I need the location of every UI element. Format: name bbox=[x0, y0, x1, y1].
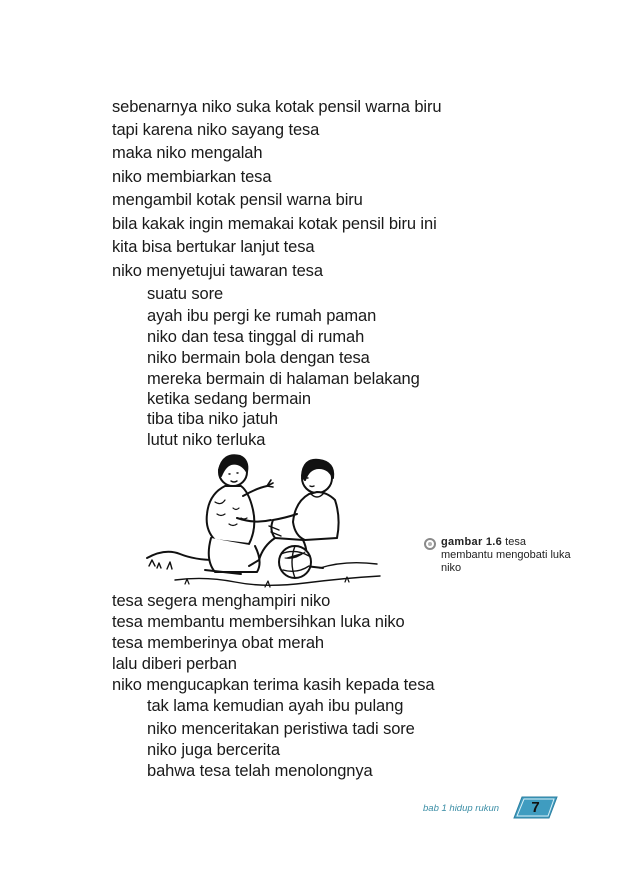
figure-label: gambar 1.6 bbox=[441, 536, 503, 548]
text-line: niko mengucapkan terima kasih kepada tesa bbox=[112, 676, 435, 694]
text-line: niko menceritakan peristiwa tadi sore bbox=[147, 720, 415, 738]
illustration-tesa-helping-niko bbox=[145, 448, 385, 590]
figure-caption-start: tesa bbox=[505, 536, 526, 548]
text-line: tesa memberinya obat merah bbox=[112, 634, 325, 652]
text-line: sebenarnya niko suka kotak pensil warna biru bbox=[112, 98, 442, 116]
text-line: mengambil kotak pensil warna biru bbox=[112, 191, 363, 209]
text-line: niko juga bercerita bbox=[147, 741, 280, 759]
text-line: tesa membantu membersihkan luka niko bbox=[112, 613, 405, 631]
text-line: bahwa tesa telah menolongnya bbox=[147, 762, 373, 780]
text-line: lalu diberi perban bbox=[112, 655, 237, 673]
text-line: ayah ibu pergi ke rumah paman bbox=[147, 307, 377, 325]
text-line: maka niko mengalah bbox=[112, 144, 263, 162]
text-line: kita bisa bertukar lanjut tesa bbox=[112, 238, 315, 256]
text-line: niko bermain bola dengan tesa bbox=[147, 349, 370, 367]
text-line: tesa segera menghampiri niko bbox=[112, 592, 331, 610]
text-line: bila kakak ingin memakai kotak pensil biru ini bbox=[112, 215, 437, 233]
text-line: ketika sedang bermain bbox=[147, 390, 311, 408]
text-line: tak lama kemudian ayah ibu pulang bbox=[147, 697, 404, 715]
text-line: suatu sore bbox=[147, 285, 224, 303]
text-line: niko membiarkan tesa bbox=[112, 168, 272, 186]
text-line: tiba tiba niko jatuh bbox=[147, 410, 279, 428]
text-line: mereka bermain di halaman belakang bbox=[147, 370, 420, 388]
chapter-footer: bab 1 hidup rukun bbox=[423, 803, 500, 814]
text-line: tapi karena niko sayang tesa bbox=[112, 121, 320, 139]
page-number: 7 bbox=[531, 799, 540, 816]
text-line: niko menyetujui tawaran tesa bbox=[112, 262, 323, 280]
circle-bullet-icon bbox=[424, 538, 436, 550]
text-line: niko dan tesa tinggal di rumah bbox=[147, 328, 365, 346]
text-line: lutut niko terluka bbox=[147, 431, 266, 449]
figure-caption-rest: membantu mengobati luka niko bbox=[441, 549, 571, 574]
